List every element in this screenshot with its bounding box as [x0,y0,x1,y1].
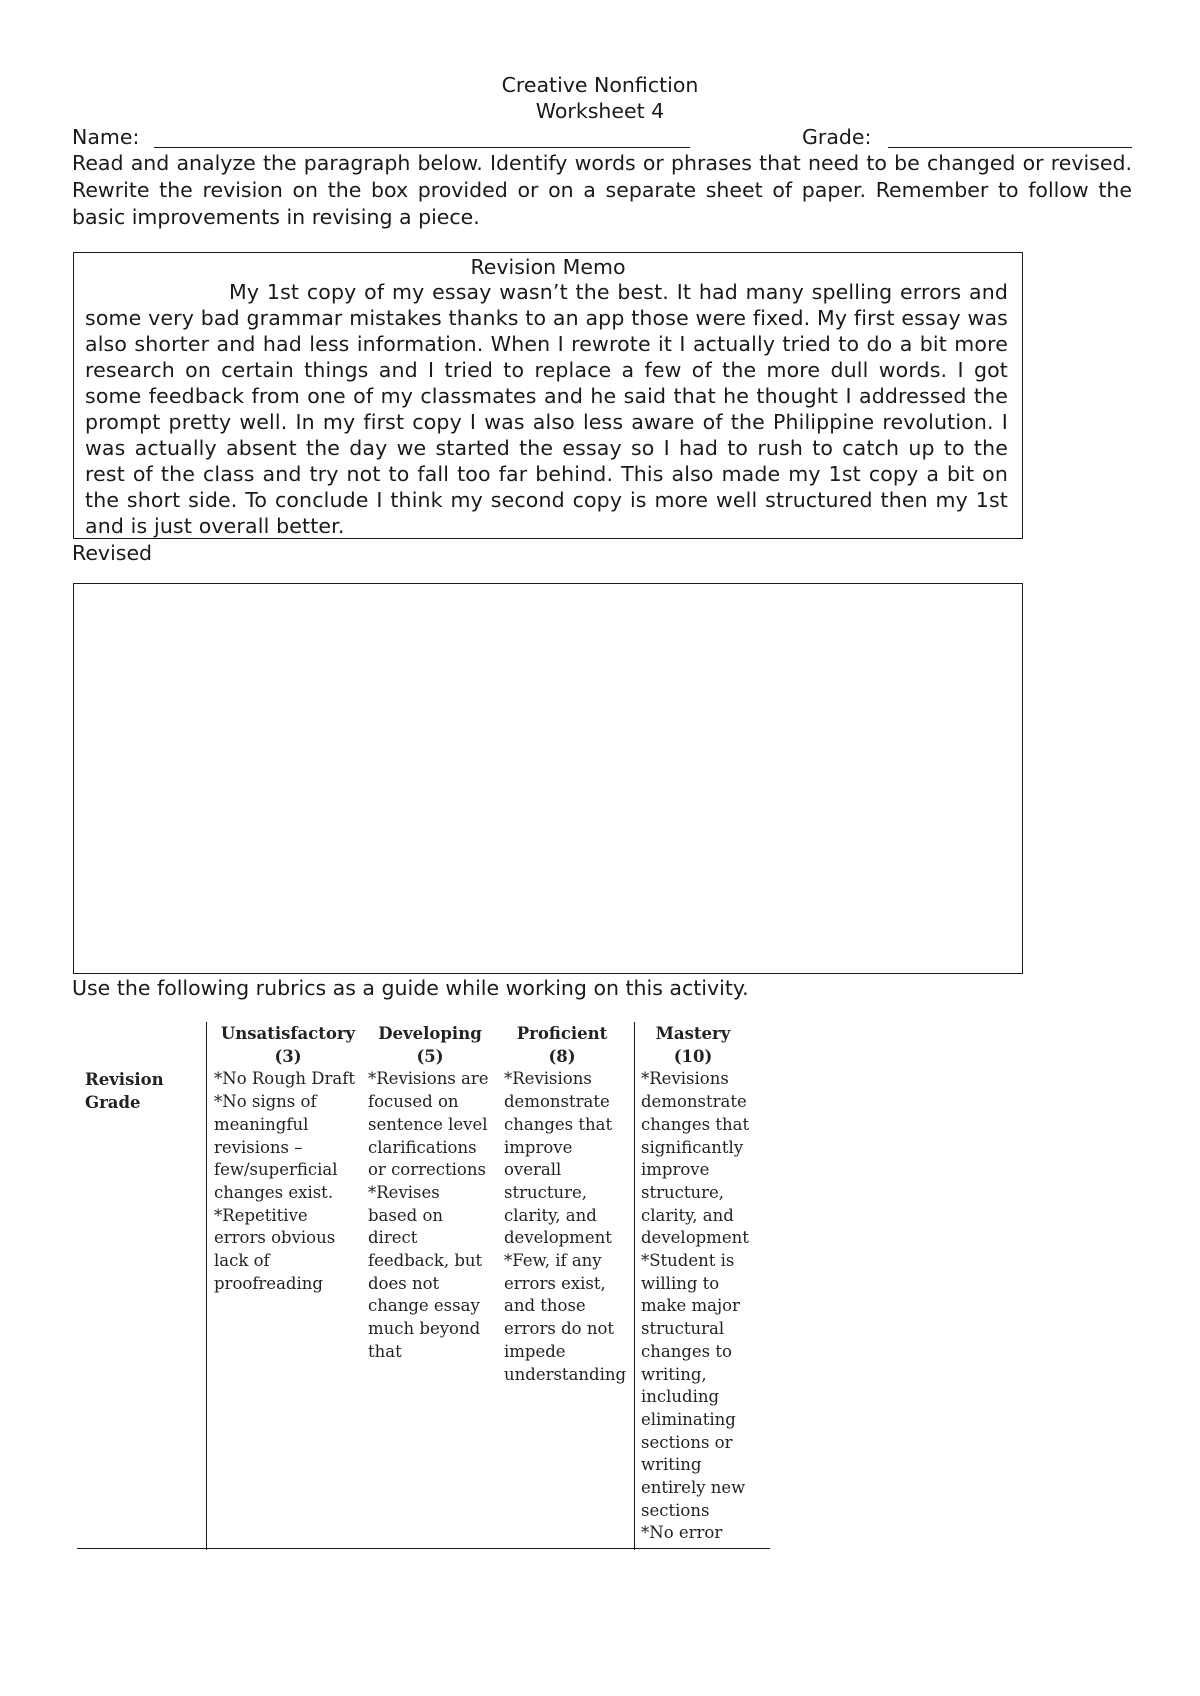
criteria-line: clarity, and [504,1205,597,1225]
criteria-line: errors obvious [214,1228,336,1248]
row-label-line: Revision [85,1070,164,1089]
criteria-line: significantly [641,1137,744,1157]
rubric-column-unsatisfactory [214,1023,362,1295]
criteria-line: direct [368,1228,418,1248]
criteria-line: development [641,1228,749,1248]
rubric-column-developing [368,1023,492,1364]
criteria-line: or corrections [368,1160,486,1180]
criteria-line: improve [641,1160,710,1180]
rubric-column-mastery [641,1023,769,1545]
criteria-line: sentence level [368,1114,488,1134]
column-name: Mastery [655,1024,731,1043]
column-points: (3) [274,1046,302,1066]
criteria-line: *No error [641,1523,723,1543]
criteria-line: changes that [641,1114,750,1134]
criteria-line: sections [641,1500,710,1520]
criteria-line: writing, [641,1364,707,1384]
criteria-line: make major [641,1296,740,1316]
criteria-line: eliminating [641,1409,736,1429]
memo-title: Revision Memo [470,255,626,279]
criteria-line: errors do not [504,1319,615,1339]
rubric-divider [634,1022,635,1550]
criteria-line: sections or [641,1432,733,1452]
row-label-line: Grade [85,1092,141,1112]
criteria-line: and those [504,1296,586,1316]
criteria-line: revisions – [214,1137,303,1157]
criteria-line: *Revisions [504,1069,592,1089]
criteria-line: proofreading [214,1273,323,1293]
criteria-line: meaningful [214,1114,309,1134]
instructions: Read and analyze the paragraph below. Identify words or phrases that need to be changed or revised. Rewrite the revision on the box provided or on a separate sheet of paper. Remember to follow the basic improvements in revising a piece. [72,151,1132,229]
name-label: Name: [72,125,140,149]
column-name: Developing [378,1024,482,1043]
criteria-line: change essay [368,1296,480,1316]
rubric-row-label [85,1069,195,1114]
criteria-line: lack of [214,1251,270,1271]
criteria-line: writing [641,1455,702,1475]
rubric-intro: Use the following rubrics as a guide while working on this activity. [72,976,749,1000]
criteria-line: focused on [368,1092,459,1112]
criteria-line: willing to [641,1273,720,1293]
criteria-line: demonstrate [504,1092,610,1112]
criteria-line: errors exist, [504,1273,606,1293]
column-name: Unsatisfactory [220,1024,356,1043]
criteria-line: *Revisions [641,1069,729,1089]
rubric-column-proficient [504,1023,632,1386]
grade-label: Grade: [802,125,872,149]
worksheet-subtitle: Worksheet 4 [535,99,665,123]
criteria-line: *Few, if any [504,1251,602,1271]
criteria-line: changes that [504,1114,613,1134]
column-points: (8) [548,1046,576,1066]
criteria-line: demonstrate [641,1092,747,1112]
revised-label: Revised [72,541,153,565]
column-points: (5) [416,1046,444,1066]
criteria-line: changes exist. [214,1182,334,1202]
criteria-line: development [504,1228,612,1248]
criteria-line: entirely new [641,1478,746,1498]
criteria-line: structure, [504,1182,588,1202]
grade-field[interactable] [888,147,1132,148]
criteria-line: feedback, but [368,1251,483,1271]
criteria-line: impede [504,1341,566,1361]
revision-memo-box [73,252,1023,539]
rubric-divider [206,1022,207,1550]
name-field[interactable] [154,147,690,148]
column-points: (10) [673,1046,713,1066]
rubric-bottom-rule [77,1548,770,1549]
criteria-line: structure, [641,1182,725,1202]
criteria-line: *No signs of [214,1092,317,1112]
criteria-line: structural [641,1319,725,1339]
criteria-line: understanding [504,1364,627,1384]
criteria-line: *No Rough Draft [214,1069,355,1089]
criteria-line: few/superficial [214,1160,338,1180]
criteria-line: *Revises [368,1182,440,1202]
criteria-line: clarifications [368,1137,477,1157]
revised-textbox[interactable] [73,583,1023,974]
criteria-line: does not [368,1273,440,1293]
criteria-line: *Revisions are [368,1069,489,1089]
criteria-line: improve [504,1137,573,1157]
criteria-line: including [641,1387,720,1407]
memo-body: My 1st copy of my essay wasn’t the best. It had many spelling errors and some very bad grammar mistakes thanks to an app those were fixed. My first essay was also shorter and had less information. When I rewrote it I actually tried to do a bit more research on certain things and I tried to replace a few of the more dull words. I got some feedback from one of my classmates and he said that he thought I addressed the prompt pretty well. In my first copy I was also less aware of the Philippine revolution. I was actually absent the day we started the essay so I had to rush to catch up to the rest of the class and try not to fall too far behind. This also made my 1st copy a bit on the short side. To conclude I think my second copy is more well structured then my 1st and is just overall better. [85,280,1008,538]
criteria-line: clarity, and [641,1205,734,1225]
column-name: Proficient [516,1024,608,1043]
criteria-line: based on [368,1205,443,1225]
criteria-line: that [368,1341,402,1361]
criteria-line: overall [504,1160,562,1180]
criteria-line: *Repetitive [214,1205,308,1225]
worksheet-title: Creative Nonfiction [501,73,699,97]
criteria-line: much beyond [368,1319,481,1339]
criteria-line: *Student is [641,1251,735,1271]
criteria-line: changes to [641,1341,732,1361]
